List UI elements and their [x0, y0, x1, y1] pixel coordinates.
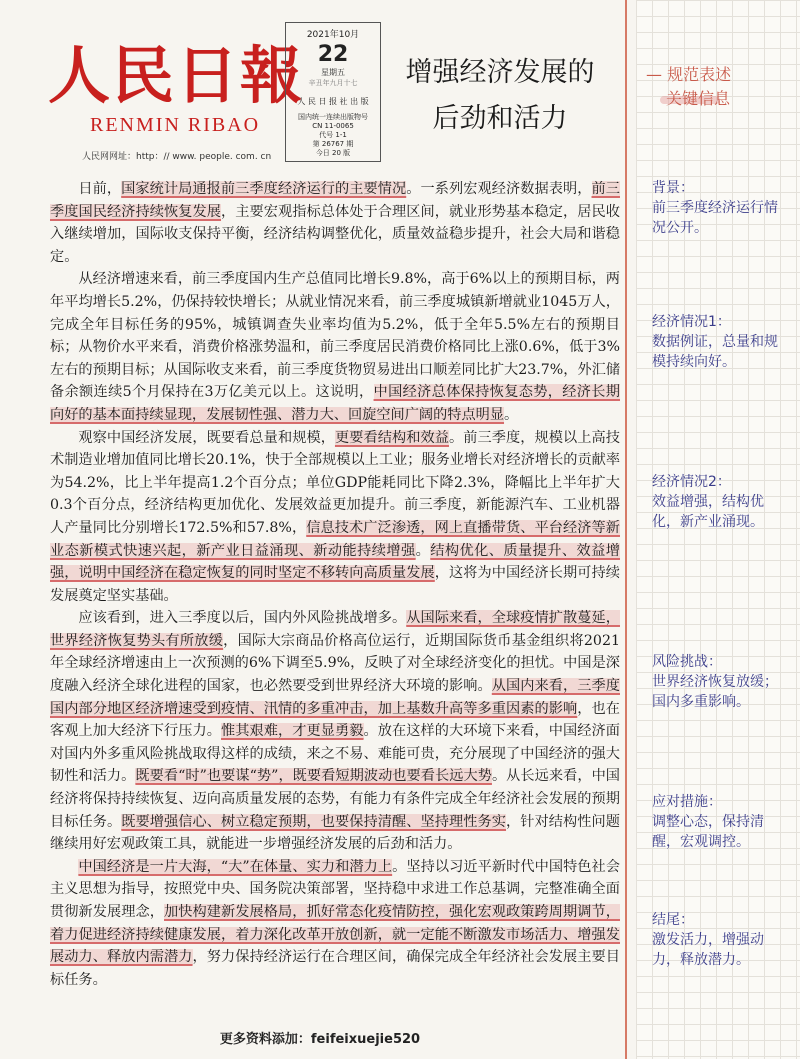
note-text: 前三季度经济运行情况公开。	[652, 200, 778, 236]
highlighted-text: 从国内来看，三季度国内部分地区经济增速受到疫情、汛情的多重冲击，加上基数升高等多重因素的影响	[50, 678, 620, 717]
article-text: 从经济增速来看，前三季度国内生产总值同比增长9.8%，高于6%以上的预期目标，两年平均增长5.2%，仍保持较快增长；从就业情况来看，前三季度城镇新增就业1045万人，完成全年目标任务的95%，城镇调查失业率均值为5.2%，低于全年5.5%左右的预期目标；从物价水平来看，消费价格涨势温和，前三季度居民消费价格同比上涨0.6%，低于3%左右的预期目标；从国际收支来看，前三季度货物贸易进出口顺差同比扩大23.7%，外汇储备余额连续5个月保持在3万亿美元以上。这说明，	[50, 271, 621, 401]
notes-title: — 规范表述	[646, 65, 732, 84]
highlighted-text: 从国际来看，全球疫情扩散蔓延，世界经济恢复势头有所放缓	[50, 610, 620, 649]
note-ending	[652, 910, 790, 970]
issue-number: 第 26767 期	[312, 140, 354, 149]
highlighted-text: 既要增强信心、树立稳定预期，也要保持清醒、坚持理性务实	[121, 813, 507, 830]
note-label: 经济情况1：	[652, 314, 731, 330]
website-line: 人民网网址：http：// www. people. com. cn	[82, 152, 272, 162]
note-text: 激发活力，增强动力，释放潜力。	[652, 932, 764, 968]
weekday: 星期五	[321, 68, 345, 77]
article-text: ，主要宏观指标总体处于合理区间，就业形势基本稳定，居民收入继续增加，国际收支保持平衡，经济结构调整优化，质量效益稳步提升，社会大局和谐稳定。	[50, 203, 620, 265]
headline	[375, 50, 625, 142]
publisher: 人 民 日 报 社 出 版	[297, 97, 369, 106]
article-paragraph	[50, 178, 620, 268]
note-risks	[652, 652, 790, 712]
note-text: 数据例证，总量和规模持续向好。	[652, 334, 778, 370]
margin-line	[625, 0, 627, 1059]
highlighted-text: 中国经济总体保持恢复态势，经济长期向好的基本面持续显现，发展韧性强、潜力大、回旋空间广阔的特点明显	[50, 384, 620, 423]
article-text: 。	[415, 542, 431, 559]
article-body	[50, 178, 620, 991]
highlighted-text: 前三季度国民经济持续恢复发展	[50, 181, 620, 220]
headline-line-2: 后劲和活力	[432, 103, 568, 134]
page-count: 今日 20 版	[315, 149, 351, 158]
highlighted-text: 既要看“时”也要谋“势”，既要看短期波动也要看长远大势	[135, 768, 492, 785]
highlighted-text: 惟其艰难，才更显勇毅	[221, 723, 364, 740]
article-text: 观察中国经济发展，既要看总量和规模，	[78, 429, 335, 446]
headline-line-1: 增强经济发展的	[405, 57, 595, 88]
note-text: 调整心态，保持清醒，宏观调控。	[652, 814, 764, 850]
article-paragraph	[50, 427, 620, 608]
article-text: 。放在这样的大环境下来看，中国经济面对国内外多重风险挑战取得这样的成绩，来之不易、难能可贵，充分展现了中国经济的强大韧性和活力。	[50, 723, 620, 785]
note-economy-1	[652, 312, 790, 372]
article-text: ，也在客观上加大经济下行压力。	[50, 700, 620, 740]
issn-label: 国内统一连续出版物号	[298, 113, 368, 121]
highlighted-text: 加快构建新发展格局，抓好常态化疫情防控，强化宏观政策跨周期调节，着力促进经济持续健康发展，着力深化改革开放创新，就一定能不断激发市场活力、增强发展动力、释放内需潜力	[50, 904, 620, 966]
notes-subtitle: 关键信息	[666, 89, 731, 108]
issn-number: CN 11-0065	[312, 122, 354, 131]
note-label: 背景：	[652, 180, 694, 196]
highlighted-text: 中国经济是一片大海，“大”在体量、实力和潜力上	[78, 858, 393, 875]
note-text: 世界经济恢复放缓；国内多重影响。	[652, 674, 778, 710]
article-paragraph	[50, 607, 620, 856]
article-text: ，努力保持经济运行在合理区间，确保完成全年经济社会发展主要目标任务。	[50, 949, 620, 988]
article-text: ，国际大宗商品价格高位运行，近期国际货币基金组织将2021年全球经济增速由上一次预测的6%下调至5.9%，反映了对全球经济变化的担忧。中国是深度融入经济全球化进程的国家，也必然要受到世界经济大环境的影响。	[50, 632, 620, 695]
highlighted-text: 国家统计局通报前三季度经济运行的主要情况	[121, 181, 407, 197]
newspaper-logo-english: RENMIN RIBAO	[90, 114, 261, 136]
highlighted-text: 结构优化、质量提升、效益增强，说明中国经济在稳定恢复的同时坚定不移转向高质量发展	[50, 542, 620, 582]
date-day: 22	[317, 42, 349, 67]
article-text: 。坚持以习近平新时代中国特色社会主义思想为指导，按照党中央、国务院决策部署，坚持稳中求进工作总基调，完整准确全面贯彻新发展理念，	[50, 858, 620, 920]
highlighted-text: 更要看结构和效益	[334, 429, 449, 446]
note-label: 风险挑战：	[652, 654, 722, 670]
article-text: 。前三季度，规模以上高技术制造业增加值同比增长20.1%，快于全部规模以上工业；服务业增长对经济增长的贡献率为54.2%，比上半年提高1.2个百分点；单位GDP能耗同比下降2.3%，降幅比上半年扩大0.3个百分点，经济结构更加优化、发展效益更加提升。前三季度，新能源汽车、工业机器人产量同比分别增长172.5%和57.8%，	[50, 429, 621, 536]
date-year-month: 2021年10月	[306, 30, 360, 40]
article-text: 。	[504, 406, 519, 423]
article-text: ，这将为中国经济长期可持续发展奠定坚实基础。	[50, 565, 620, 604]
date-box	[285, 22, 381, 162]
article-paragraph	[50, 268, 620, 426]
note-label: 经济情况2：	[652, 474, 731, 490]
note-economy-2	[652, 472, 790, 532]
masthead	[40, 18, 620, 168]
article-text: 日前，	[78, 181, 122, 197]
article-paragraph	[50, 856, 620, 992]
highlighted-text: 信息技术广泛渗透，网上直播带货、平台经济等新业态新模式快速兴起，新产业日益涌现、新动能持续增强	[50, 519, 620, 559]
article-text: ，针对结构性问题继续用好宏观政策工具，就能进一步增强经济发展的后劲和活力。	[50, 813, 620, 853]
article-text: 。从长远来看，中国经济将保持持续恢复、迈向高质量发展的态势，有能力有条件完成全年经济社会发展的预期目标任务。	[50, 768, 620, 830]
article-text: 。一系列宏观经济数据表明，	[406, 181, 592, 197]
note-text: 效益增强，结构优化，新产业涌现。	[652, 494, 764, 530]
newspaper-logo: 人民日報	[48, 39, 305, 112]
note-background	[652, 178, 790, 238]
issue-code: 代号 1-1	[319, 131, 347, 140]
note-measures	[652, 792, 790, 852]
note-label: 结尾：	[652, 912, 694, 928]
footer-contact: 更多资料添加：feifeixuejie520	[219, 1032, 421, 1047]
lunar-date: 辛丑年九月十七	[308, 79, 358, 87]
note-label: 应对措施：	[652, 794, 722, 810]
article-text: 应该看到，进入三季度以后，国内外风险挑战增多。	[78, 610, 407, 627]
